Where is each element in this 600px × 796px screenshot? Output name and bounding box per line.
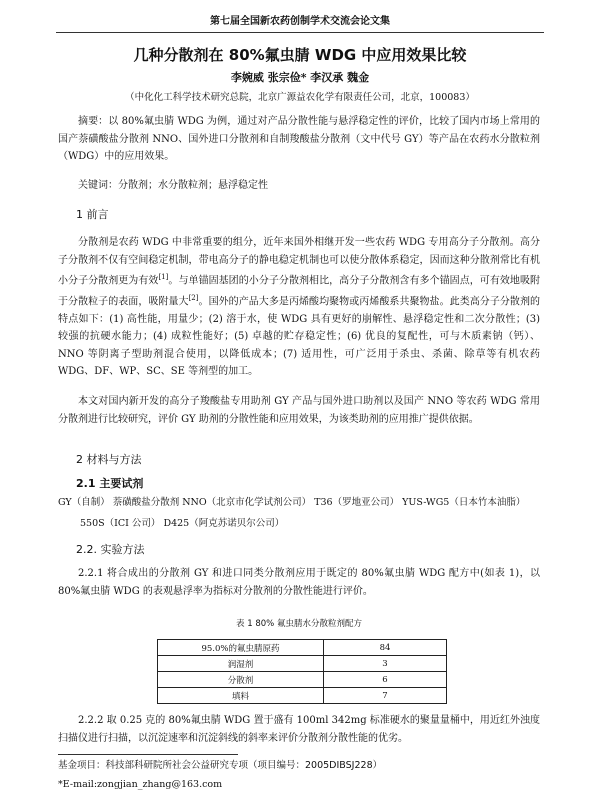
table-cell-value: 7	[324, 688, 447, 704]
table-cell-name: 填料	[158, 688, 324, 704]
table-cell-name: 润湿剂	[158, 656, 324, 672]
intro-text-c: 。国外的产品大多是丙烯酸均聚物或丙烯酸系共聚物盐。此类高分子分散剂的特点如下：(1) 高性能，用量少；(2) 溶于水，使 WDG 具有更好的崩解性、悬浮稳定性和二次分散性；(3) 较强的抗硬水能力；(4) 成粒性能好；(5) 卓越的贮存稳定性；(6) 优良的复配性，可与木质素钠（钙）、NNO 等阴离子型助剂混合使用，以降低成本；(7) 适用性，可广泛用于杀虫、杀菌、除草等有机农药 WDG、DF、WP、SC、SE 等剂型的加工。	[58, 296, 541, 378]
affiliation: （中化化工科学技术研究总院，北京广源益农化学有限责任公司，北京，100083）	[125, 92, 475, 103]
subsection-methods-heading: 2.2. 实验方法	[76, 543, 145, 556]
abstract: 摘要：以 80%氟虫腈 WDG 为例，通过对产品分散性能与悬浮稳定性的评价，比较了国内市场上常用的国产萘磺酸盐分散剂 NNO、国外进口分散剂和自制羧酸盐分散剂（文中代号 GY）等产品在农药水分散粒剂（WDG）中的应用效果。	[58, 116, 540, 162]
fund-footnote: 基金项目：科技部科研院所社会公益研究专项（项目编号：2005DIBSJ228）	[58, 760, 383, 771]
method-2-2-2: 2.2.2 取 0.25 克的 80%氟虫腈 WDG 置于盛有 100ml 342mg 标准硬水的聚量量桶中，用近红外浊度扫描仪进行扫描，以沉淀速率和沉淀斜线的斜率来评价分散剂分散性能的优劣。	[58, 715, 540, 744]
table-cell-name: 分散剂	[158, 672, 324, 688]
running-header: 第七届全国新农药创制学术交流会论文集	[56, 12, 544, 33]
intro-paragraph-1	[58, 234, 540, 381]
table-cell-name: 95.0%的氟虫腈原药	[158, 640, 324, 656]
table-row	[158, 672, 447, 688]
section-materials-heading: 2 材料与方法	[76, 453, 142, 466]
reagents-line-2: 550S（ICI 公司） D425（阿克苏诺贝尔公司）	[80, 518, 285, 529]
table-cell-value: 84	[324, 640, 447, 656]
table-caption: 表 1 80% 氟虫腈水分散粒剂配方	[236, 619, 362, 629]
table-cell-value: 3	[324, 656, 447, 672]
subsection-reagents-heading: 2.1 主要试剂	[76, 477, 144, 490]
formula-table	[157, 639, 447, 704]
email-footnote: *E-mail:zongjian_zhang@163.com	[58, 779, 223, 790]
citation-1: [1]	[158, 273, 169, 281]
paper-title: 几种分散剂在 80%氟虫腈 WDG 中应用效果比较	[133, 46, 467, 64]
table-cell-value: 6	[324, 672, 447, 688]
method-2-2-1: 2.2.1 将合成出的分散剂 GY 和进口同类分散剂应用于既定的 80%氟虫腈 WDG 配方中(如表 1)，以 80%氟虫腈 WDG 的表观悬浮率为指标对分散剂的分散性能进行评价。	[58, 568, 540, 597]
footnote-rule	[58, 754, 238, 755]
intro-paragraph-2: 本文对国内新开发的高分子羧酸盐专用助剂 GY 产品与国外进口助剂以及国产 NNO 等农药 WDG 常用分散剂进行比较研究，评价 GY 助剂的分散性能和应用效果，为该类助剂的应用推广提供依据。	[58, 396, 540, 425]
intro-text-a: 分散剂是农药 WDG 中非常重要的组分，近年来国外相继开发一些农药 WDG 专用高分子分散剂。高分子分散剂不仅有空间稳定机制，带电高分子的静电稳定机制也可以使分散体系稳定，因而这种分散剂常比有机小分子分散剂更为有效	[58, 237, 540, 287]
authors: 李婉威 张宗俭* 李汉承 魏金	[230, 71, 370, 84]
table-row	[158, 688, 447, 704]
intro-text-b: 。与单锚固基团的小分子分散剂相比，高分子分散剂含有多个锚固点，可有效地吸附于分散粒子的表面，吸附量大	[58, 275, 541, 308]
keywords: 关键词：分散剂；水分散粒剂；悬浮稳定性	[78, 180, 268, 191]
reagents-line-1: GY（自制） 萘磺酸盐分散剂 NNO（北京市化学试剂公司） T36（罗地亚公司） YUS-WG5（日本竹本油脂）	[58, 497, 526, 508]
table-row	[158, 656, 447, 672]
section-intro-heading: 1 前言	[76, 208, 109, 221]
citation-2: [2]	[188, 293, 199, 302]
table-row	[158, 640, 447, 656]
